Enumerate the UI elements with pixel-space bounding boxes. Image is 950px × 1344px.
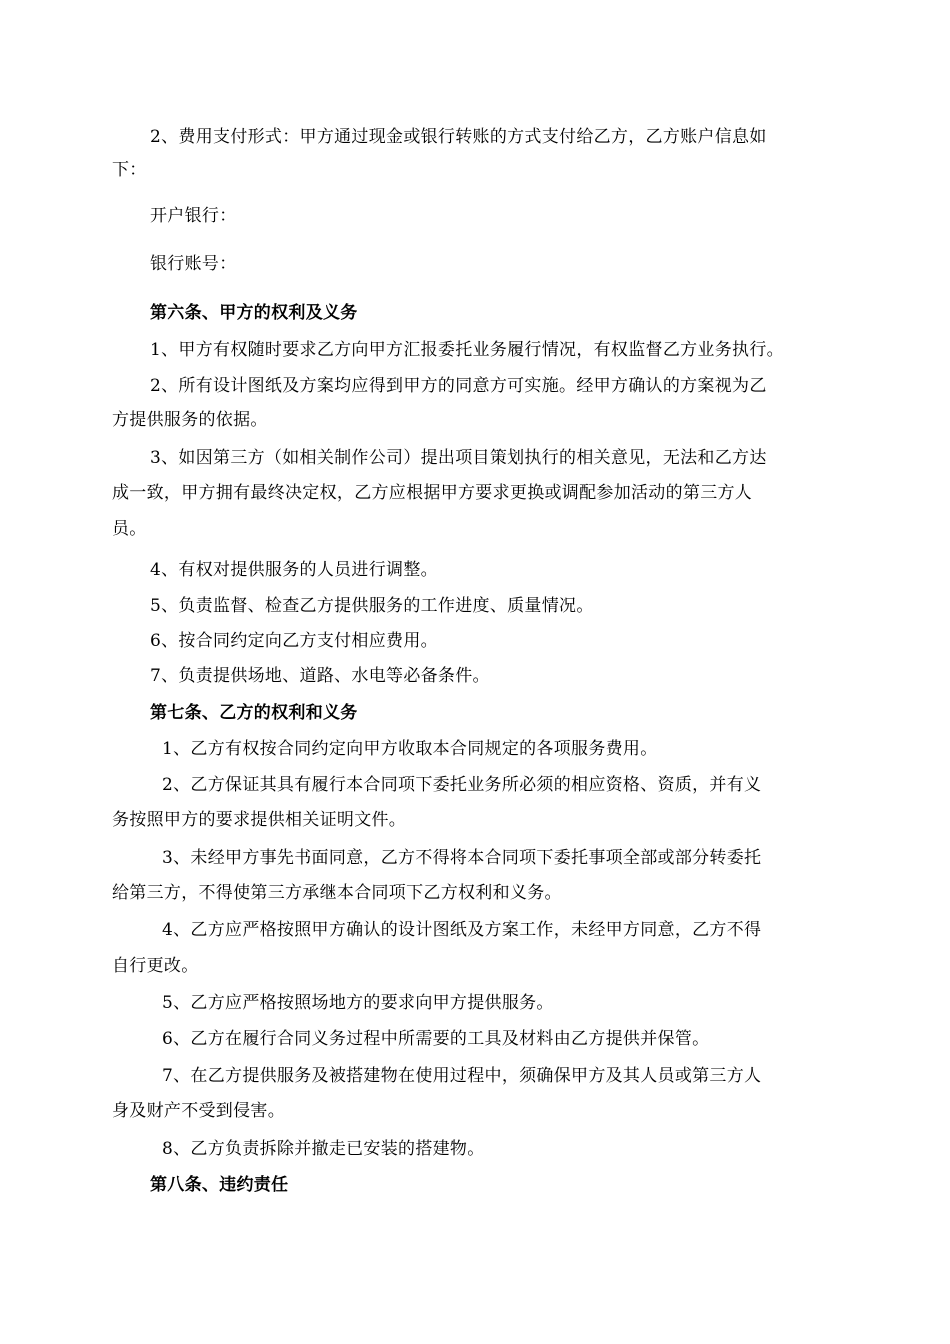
article-6-item: 5、负责监督、检查乙方提供服务的工作进度、质量情况。: [150, 596, 594, 616]
article-7-item: 3、未经甲方事先书面同意，乙方不得将本合同项下委托事项全部或部分转委托: [162, 848, 762, 868]
article-6-heading: 第六条、甲方的权利及义务: [150, 303, 358, 323]
article-6-item: 3、如因第三方（如相关制作公司）提出项目策划执行的相关意见，无法和乙方达: [150, 448, 767, 468]
article-6-item: 成一致，甲方拥有最终决定权，乙方应根据甲方要求更换或调配参加活动的第三方人: [112, 483, 753, 503]
article-7-item: 7、在乙方提供服务及被搭建物在使用过程中，须确保甲方及其人员或第三方人: [162, 1066, 762, 1086]
article-6-item: 4、有权对提供服务的人员进行调整。: [150, 560, 438, 580]
payment-line-2: 下：: [112, 160, 147, 180]
article-6-item: 员。: [112, 519, 147, 539]
article-7-item: 给第三方，不得使第三方承继本合同项下乙方权利和义务。: [112, 883, 562, 903]
article-7-item: 4、乙方应严格按照甲方确认的设计图纸及方案工作，未经甲方同意，乙方不得: [162, 920, 762, 940]
article-7-item: 1、乙方有权按合同约定向甲方收取本合同规定的各项服务费用。: [162, 739, 658, 759]
article-6-item: 6、按合同约定向乙方支付相应费用。: [150, 631, 438, 651]
article-7-item: 6、乙方在履行合同义务过程中所需要的工具及材料由乙方提供并保管。: [162, 1029, 710, 1049]
article-7-item: 务按照甲方的要求提供相关证明文件。: [112, 810, 407, 830]
account-label: 银行账号：: [150, 254, 237, 274]
article-6-item: 7、负责提供场地、道路、水电等必备条件。: [150, 666, 490, 686]
article-7-heading: 第七条、乙方的权利和义务: [150, 703, 358, 723]
article-7-item: 8、乙方负责拆除并撤走已安装的搭建物。: [162, 1139, 485, 1159]
article-7-item: 2、乙方保证其具有履行本合同项下委托业务所必须的相应资格、资质，并有义: [162, 775, 762, 795]
article-6-item: 方提供服务的依据。: [112, 410, 268, 430]
payment-line-1: 2、费用支付形式：甲方通过现金或银行转账的方式支付给乙方，乙方账户信息如: [150, 127, 767, 147]
article-8-heading: 第八条、违约责任: [150, 1175, 289, 1195]
article-7-item: 身及财产不受到侵害。: [112, 1101, 285, 1121]
bank-label: 开户银行：: [150, 206, 237, 226]
article-6-item: 1、甲方有权随时要求乙方向甲方汇报委托业务履行情况，有权监督乙方业务执行。: [150, 340, 784, 360]
article-6-item: 2、所有设计图纸及方案均应得到甲方的同意方可实施。经甲方确认的方案视为乙: [150, 376, 767, 396]
article-7-item: 自行更改。: [112, 956, 199, 976]
article-7-item: 5、乙方应严格按照场地方的要求向甲方提供服务。: [162, 993, 554, 1013]
